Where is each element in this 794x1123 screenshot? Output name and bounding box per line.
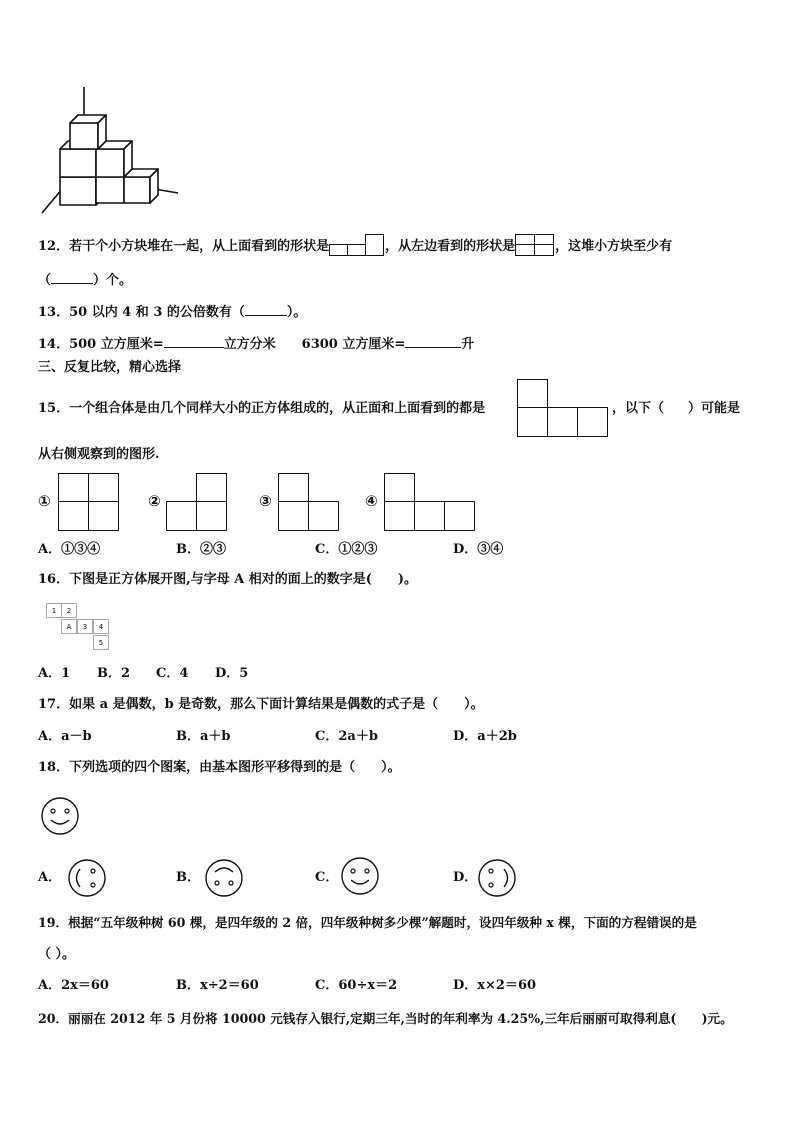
top-view-figure — [329, 234, 385, 256]
q13: 13．50 以内 4 和 3 的公倍数有（ ）。 — [38, 305, 307, 320]
q18-option-a[interactable]: A． — [38, 870, 62, 885]
q18-option-d[interactable]: D． — [453, 870, 478, 885]
net-face: 2 — [61, 603, 77, 618]
net-face: A — [61, 619, 77, 634]
q19-option-a[interactable]: A．2x＝60 — [38, 978, 109, 993]
net-face: 3 — [77, 619, 93, 634]
fig-label-1: ① — [38, 492, 51, 510]
smiley-base-figure — [40, 796, 80, 836]
q18-text: 18．下列选项的四个图案，由基本图形平移得到的是（ ）。 — [38, 760, 401, 775]
q19-option-c[interactable]: C．60÷x＝2 — [315, 978, 398, 993]
q15-option-a[interactable]: A．①③④ — [38, 542, 101, 557]
q17-option-d[interactable]: D．a＋2b — [453, 729, 517, 744]
q16-option-d[interactable]: D．5 — [215, 666, 249, 681]
q17-option-c[interactable]: C．2a＋b — [315, 729, 378, 744]
option-figure-2 — [166, 473, 228, 531]
answer-blank[interactable] — [245, 303, 287, 316]
option-figure-4 — [384, 473, 476, 531]
q17-option-b[interactable]: B．a＋b — [176, 729, 231, 744]
q15-line1: 15．一个组合体是由几个同样大小的正方体组成的，从正面和上面看到的都是 — [38, 401, 486, 416]
fig-label-3: ③ — [259, 492, 272, 510]
answer-blank[interactable] — [164, 335, 224, 348]
q17-option-a[interactable]: A．a－b — [38, 729, 92, 744]
q16-option-c[interactable]: C．4 — [156, 666, 189, 681]
q16-option-b[interactable]: B．2 — [97, 666, 131, 681]
q18-option-c[interactable]: C． — [315, 870, 339, 885]
option-figure-3 — [278, 473, 340, 531]
net-face: 4 — [93, 619, 109, 634]
q12-line2: （ ）个。 — [38, 273, 133, 288]
fig-label-2: ② — [148, 492, 161, 510]
cube-net-figure — [46, 603, 116, 651]
q15-line1-tail: ，以下（ ）可能是 — [612, 401, 741, 416]
q15-option-c[interactable]: C．①②③ — [315, 542, 378, 557]
answer-blank[interactable] — [51, 271, 93, 284]
q15-option-d[interactable]: D．③④ — [453, 542, 504, 557]
q14: 14．500 立方厘米= 立方分米 6300 立方厘米= 升 — [38, 337, 475, 352]
q12-line1: 12．若干个小方块堆在一起，从上面看到的形状是 ，从左边看到的形状是 ，这堆小方块至少有 — [38, 234, 672, 256]
option-figure-1 — [58, 473, 120, 531]
q19-option-b[interactable]: B．x÷2＝60 — [176, 978, 259, 993]
q20-text: 20．丽丽在 2012 年 5 月份将 10000 元钱存入银行,定期三年,当时的年利率为 4.25%,三年后丽丽可取得利息( )元。 — [38, 1011, 733, 1026]
q19-line1: 19．根据“五年级种树 60 棵，是四年级的 2 倍，四年级种树多少棵”解题时，设四年级种 x 棵，下面的方程错误的是 — [38, 915, 697, 930]
net-face: 5 — [93, 635, 109, 650]
front-top-view-figure — [517, 379, 609, 437]
option-d-figure[interactable] — [477, 858, 517, 898]
answer-blank[interactable] — [405, 335, 461, 348]
q16-option-a[interactable]: A．1 — [38, 666, 71, 681]
q19-option-d[interactable]: D．x×2＝60 — [453, 978, 537, 993]
option-b-figure[interactable] — [204, 858, 244, 898]
q16-text: 16．下图是正方体展开图,与字母 A 相对的面上的数字是( )。 — [38, 572, 418, 587]
q19-line2: （ ）。 — [38, 947, 76, 962]
option-c-figure[interactable] — [340, 856, 380, 896]
q15-option-b[interactable]: B．②③ — [176, 542, 226, 557]
q17-text: 17．如果 a 是偶数，b 是奇数，那么下面计算结果是偶数的式子是（ ）。 — [38, 697, 484, 712]
q15-line2: 从右侧观察到的图形. — [38, 447, 160, 462]
cube-stack-figure — [38, 85, 188, 215]
left-view-figure — [515, 234, 555, 256]
net-face: 1 — [46, 603, 62, 618]
option-a-figure[interactable] — [67, 858, 107, 898]
q18-option-b[interactable]: B． — [176, 870, 200, 885]
section-heading: 三、反复比较，精心选择 — [38, 360, 182, 375]
fig-label-4: ④ — [365, 492, 378, 510]
